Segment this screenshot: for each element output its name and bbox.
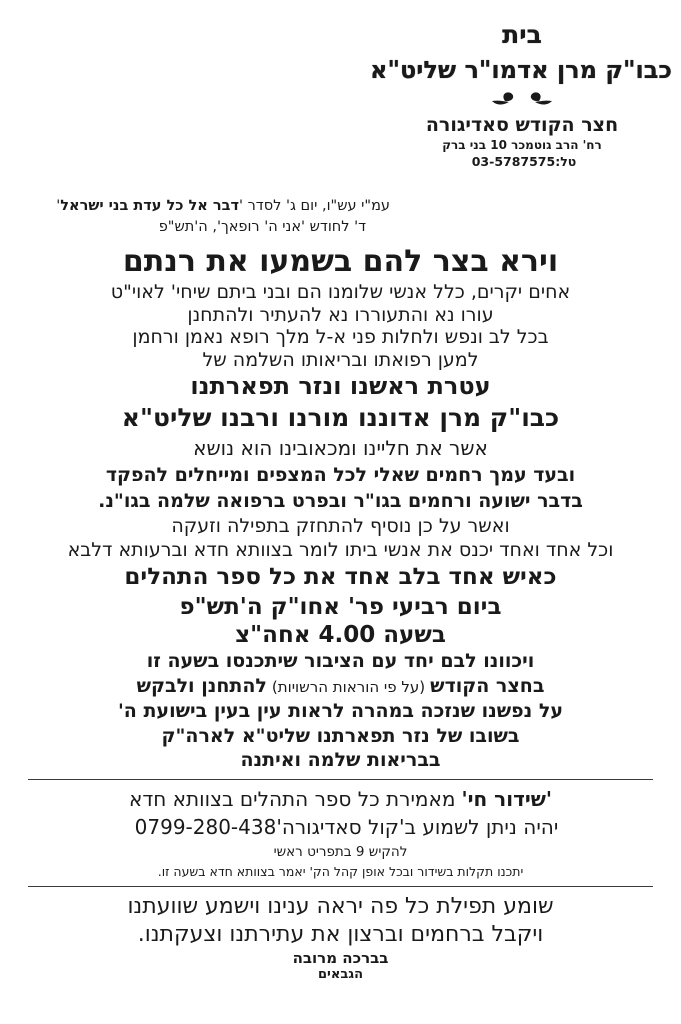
court-phone bbox=[372, 153, 672, 170]
paragraph-line: בבריאות שלמה ואיתנה bbox=[240, 749, 441, 772]
hebrew-dateline bbox=[55, 196, 390, 238]
dateline-line2: ד' לחודש 'אני ה' רופאך', ה'תש"פ bbox=[158, 219, 366, 235]
signature-gabbaim: הגבאים bbox=[317, 966, 363, 982]
honorific-line2: כבו"ק מרן אדוננו מורנו ורבנו שליט"א bbox=[121, 403, 560, 432]
paragraph-line: ובעד עמך רחמים שאלי לכל המצפים ומייחלים להפקד bbox=[105, 464, 576, 486]
tehillim-call-time: בשעה 4.00 אחה"צ bbox=[235, 622, 446, 648]
strengthen-paragraph bbox=[0, 514, 681, 562]
plead-bold: להתחנן ולבקש bbox=[136, 674, 267, 697]
paragraph-line: וכל אחד ואחד יכנס את אנשי ביתו לומר בצוותא חדא וברעותא דלבא bbox=[67, 539, 614, 561]
paragraph-line: בשובו של נזר תפארתנו שליט"א לארה"ק bbox=[161, 724, 520, 747]
tehillim-call-line1: כאיש אחד בלב אחד את כל ספר התהלים bbox=[124, 564, 557, 590]
paragraph-line: עורו נא והתעוררו נא להעתיר ולהתחנן bbox=[187, 303, 494, 326]
paragraph-line: בכל לב ונפש ולחלות פני א-ל מלך רופא נאמן ורחמן bbox=[132, 326, 549, 348]
paragraph-line: ויקבל ברחמים וברצון את עתירתנו וצעקתנו. bbox=[137, 921, 544, 947]
opening-paragraph bbox=[0, 281, 681, 371]
broadcast-menu-instruction: להקיש 9 בתפריט ראשי bbox=[273, 843, 408, 860]
tehillim-call-line2: ביום רביעי פר' אחו"ק ה'תש"פ bbox=[179, 594, 502, 620]
hotline-number: 0799-280-438 bbox=[134, 814, 277, 839]
paragraph-line bbox=[0, 674, 681, 700]
court-name: חצר הקודש סאדיגורה bbox=[425, 114, 619, 136]
paragraph-line: בדבר ישועה ורחמים בגו"ר ובפרט ברפואה שלמה בגו"נ. bbox=[98, 490, 583, 512]
phone-label: טל: bbox=[555, 154, 577, 169]
courtyard-bold: בחצר הקודש bbox=[430, 674, 545, 697]
paragraph-line: על נפשנו שנזכה במהרה לראות עין בעין בישועת ה' bbox=[117, 700, 564, 723]
dateline-suffix: ' bbox=[56, 198, 61, 214]
gathering-paragraph bbox=[0, 649, 681, 773]
letterhead-word-bait: בית bbox=[502, 20, 542, 49]
flourish-ornament-icon bbox=[372, 92, 672, 110]
live-broadcast-bold: 'שידור חי' bbox=[461, 786, 553, 811]
letterhead-rebbe-title: כבו"ק מרן אדמו"ר שליט"א bbox=[370, 55, 672, 84]
prayer-paragraph bbox=[0, 462, 681, 514]
broadcast-line2 bbox=[0, 813, 681, 842]
notice-body bbox=[0, 243, 681, 982]
authorities-note: (על פי הוראות הרשויות) bbox=[271, 677, 426, 696]
signature-blessing: בברכה מרובה bbox=[292, 948, 389, 967]
paragraph-line: אחים יקרים, כלל אנשי שלומנו הם ובני ביתם שיחי' לאוי"ט bbox=[110, 281, 571, 303]
phone-number: 03-5787575 bbox=[471, 154, 556, 169]
broadcast-line1 bbox=[0, 786, 681, 813]
court-address: רח' הרב גוטמכר 10 בני ברק bbox=[442, 138, 602, 152]
divider-top bbox=[28, 779, 653, 780]
broadcast-disclaimer: יתכנו תקלות בשידור ובכל אופן קהל הק' יאמר בצוותא חדא בשעה זו. bbox=[157, 863, 524, 879]
paragraph-line: ויכוונו לבם יחד עם הציבור שיתכנסו בשעה זו bbox=[146, 650, 535, 672]
broadcast-line1-rest: מאמירת כל ספר התהלים בצוותא חדא bbox=[128, 786, 456, 811]
honorific-line3: אשר את חליינו ומכאובינו הוא נושא bbox=[193, 436, 488, 460]
page-title: וירא בצר להם בשמעו את רנתם bbox=[122, 244, 559, 279]
dateline-prefix: עמ"י עש"ו, יום ג' לסדר ' bbox=[239, 198, 390, 214]
broadcast-listen-text: יהיה ניתן לשמוע ב'קול סאדיגורה' bbox=[276, 814, 559, 839]
closing-blessing bbox=[0, 893, 681, 949]
broadcast-section bbox=[0, 786, 681, 880]
dateline-line1 bbox=[55, 196, 390, 217]
paragraph-line: למען רפואתו ובריאותו השלמה של bbox=[202, 348, 479, 371]
paragraph-line: ואשר על כן נוסיף להתחזק בתפילה וזעקה bbox=[171, 515, 510, 537]
letterhead bbox=[372, 20, 672, 170]
paragraph-line: שומע תפילת כל פה יראה ענינו וישמע שוועתנו bbox=[127, 893, 554, 919]
dateline-parsha: דבר אל כל עדת בני ישראל bbox=[60, 198, 240, 214]
divider-bottom bbox=[28, 886, 653, 887]
honorific-line1: עטרת ראשנו ונזר תפארתנו bbox=[190, 372, 491, 400]
